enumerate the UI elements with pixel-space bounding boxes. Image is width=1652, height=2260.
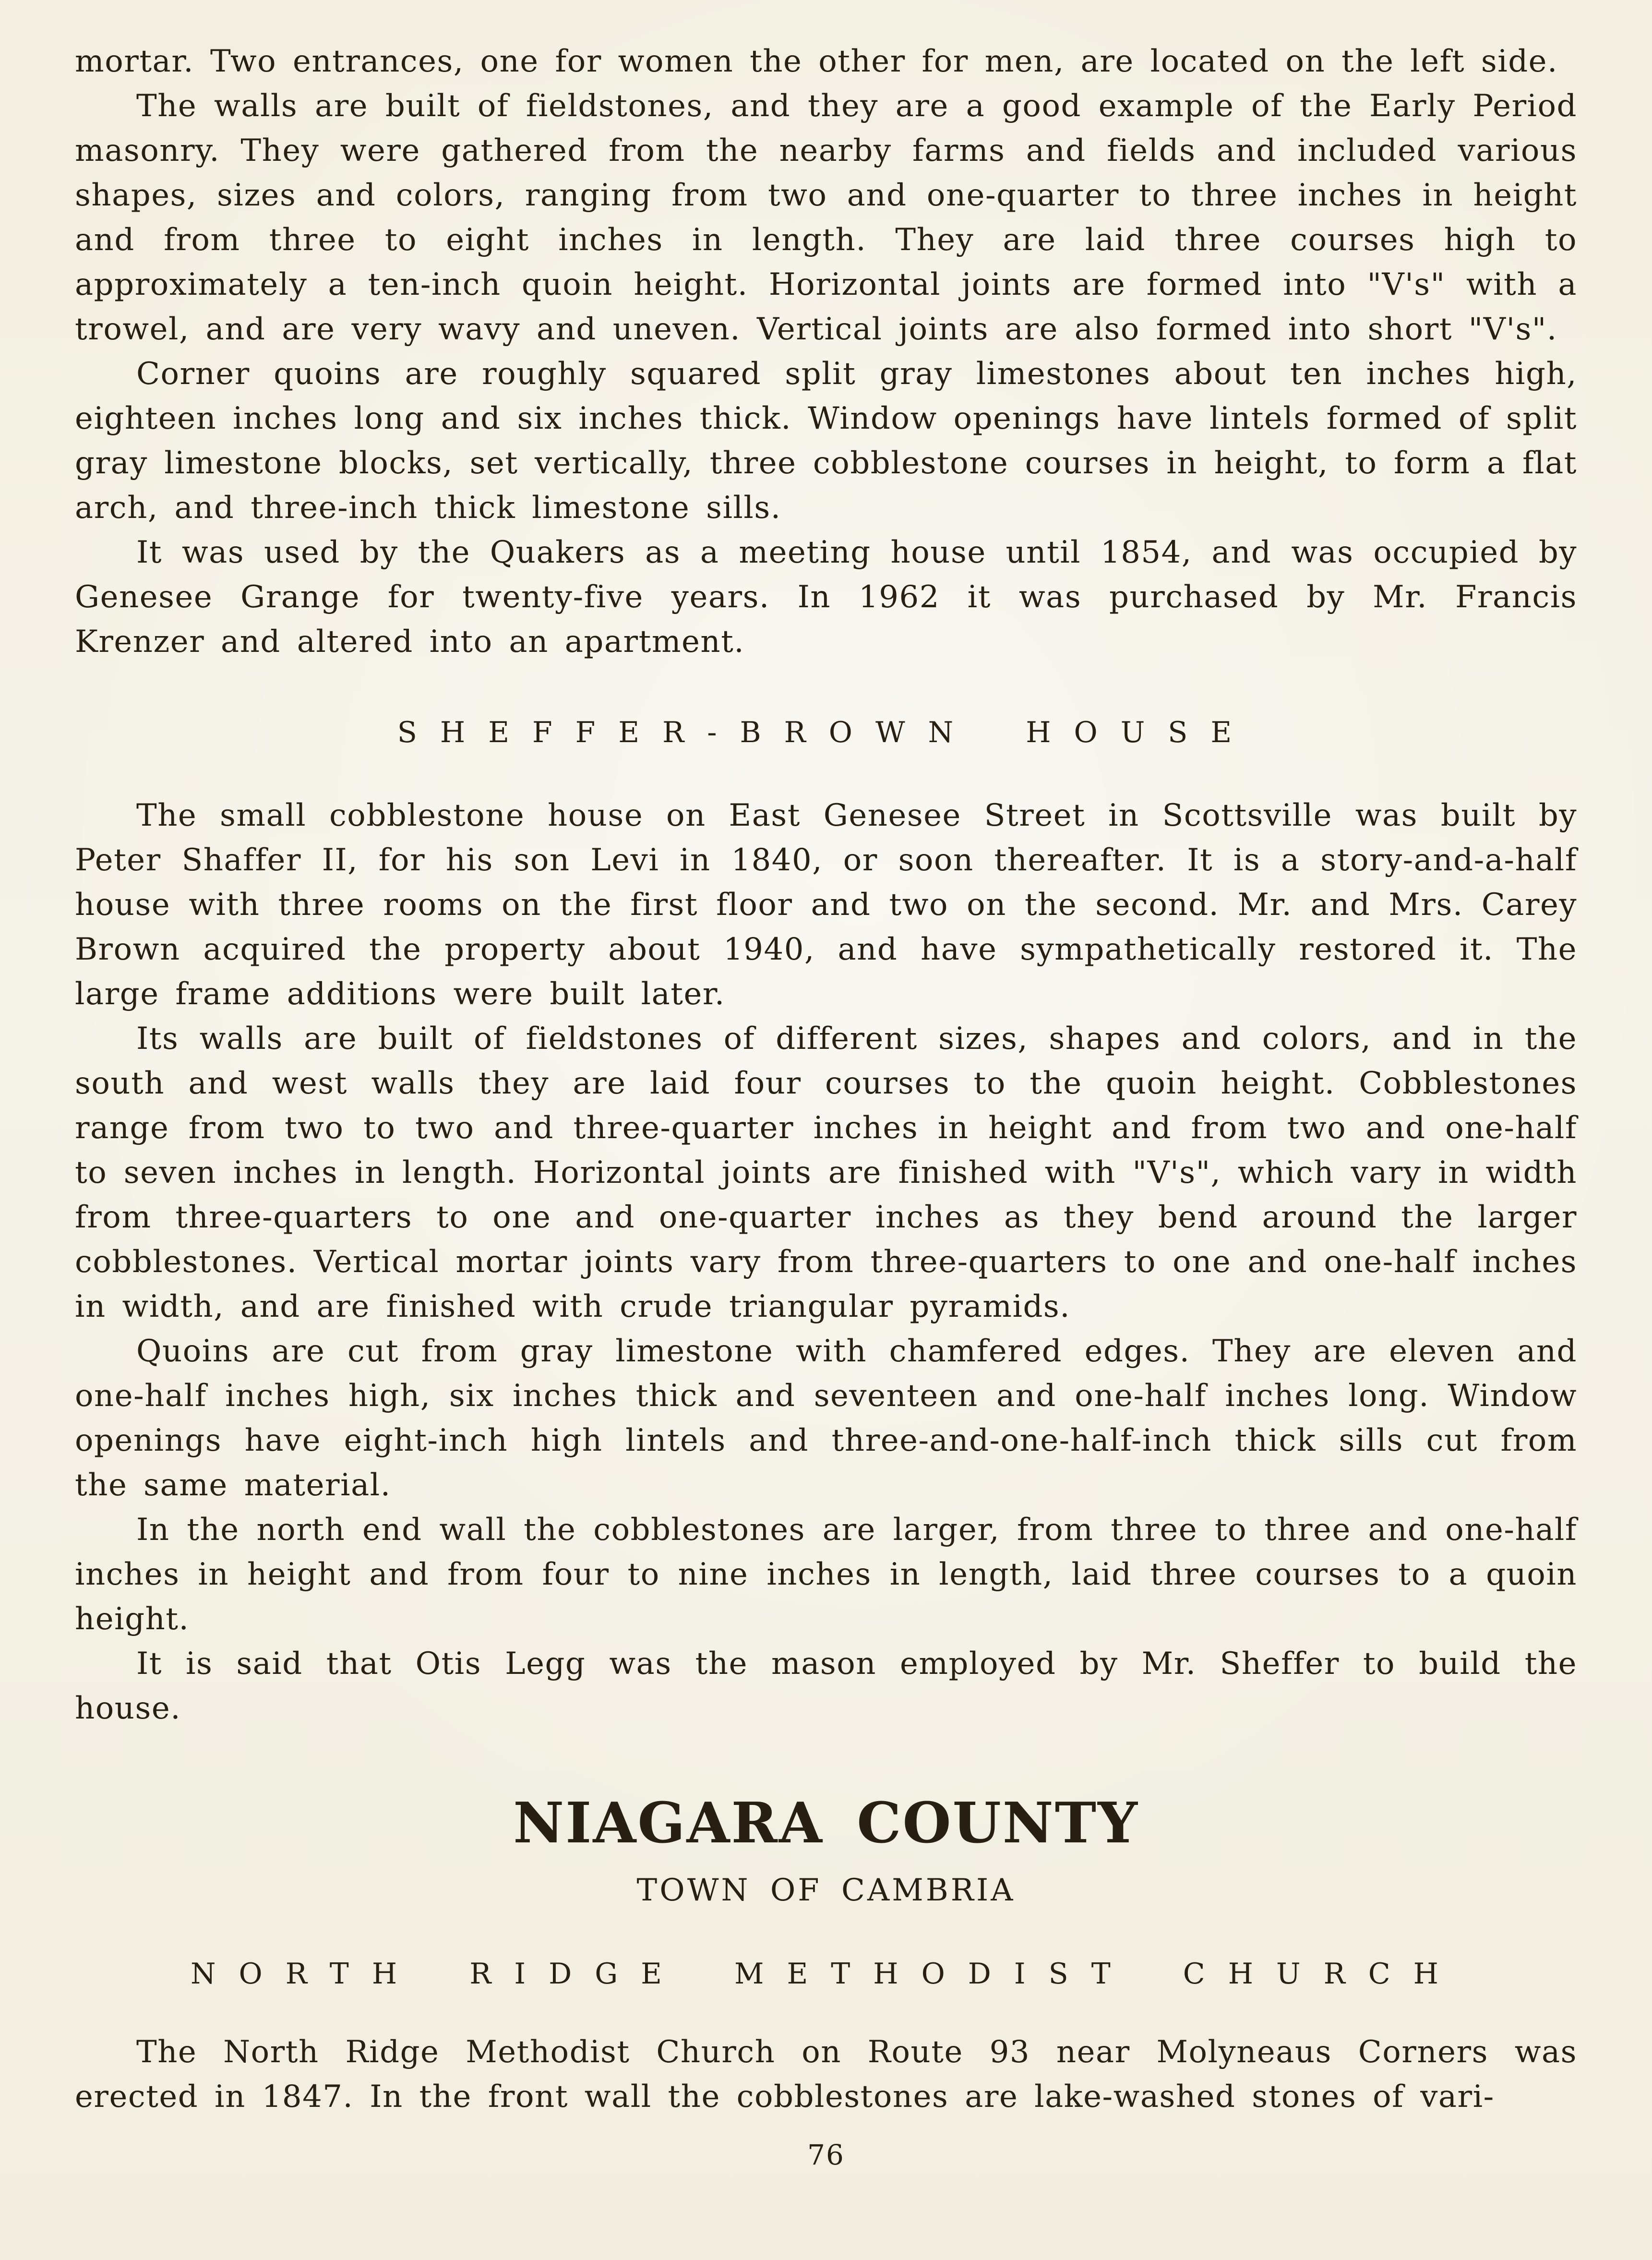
page-number: 76	[807, 2139, 845, 2171]
paragraph-north-ridge-church: The North Ridge Methodist Church on Route 93 near Molyneaus Corners was erected in 1847. In the front wall the cobblestones are lake-washed stones of vari-	[75, 2034, 1577, 2115]
section-heading-north-ridge-methodist-church: NORTH RIDGE METHODIST CHURCH	[191, 1957, 1461, 1991]
paragraph-walls-fieldstones: The walls are built of fieldstones, and they are a good example of the Early Period masonry. They were gathered from the nearby farms and fields and included various shapes, sizes and colors, ranging from two and one-quarter to three inches in height and from three to eight inches in length. They are laid three courses high to approximately a ten-inch quoin height. Horizontal joints are formed into "V's" with a trowel, and are very wavy and uneven. Vertical joints are also formed into short "V's".	[75, 88, 1577, 347]
paragraph-quaker-history: It was used by the Quakers as a meeting house until 1854, and was occupied by Genesee Grange for twenty-five years. In 1962 it was purchased by Mr. Francis Krenzer and altered into an apartment.	[75, 535, 1577, 660]
body-text	[75, 39, 1577, 2119]
paragraph-sheffer-quoins: Quoins are cut from gray limestone with chamfered edges. They are eleven and one-half inches high, six inches thick and seventeen and one-half inches long. Window openings have eight-inch high lintels and three-and-one-half-inch thick sills cut from the same material.	[75, 1334, 1577, 1503]
town-subheading-cambria: TOWN OF CAMBRIA	[636, 1873, 1016, 1908]
paragraph-sheffer-overview: The small cobblestone house on East Genesee Street in Scottsville was built by Peter Shaffer II, for his son Levi in 1840, or soon thereafter. It is a story-and-a-half house with three rooms on the first floor and two on the second. Mr. and Mrs. Carey Brown acquired the property about 1940, and have sympathetically restored it. The large frame additions were built later.	[75, 798, 1577, 1012]
section-heading-sheffer-brown-house: SHEFFER-BROWN HOUSE	[397, 716, 1255, 749]
paragraph-sheffer-mason: It is said that Otis Legg was the mason employed by Mr. Sheffer to build the house.	[75, 1646, 1577, 1726]
paragraph-sheffer-north-wall: In the north end wall the cobblestones are larger, from three to three and one-half inches in height and from four to nine inches in length, laid three courses to a quoin height.	[75, 1512, 1577, 1637]
paragraph-mortar-continuation: mortar. Two entrances, one for women the other for men, are located on the left side.	[75, 44, 1558, 79]
paragraph-corner-quoins: Corner quoins are roughly squared split gray limestones about ten inches high, eighteen inches long and six inches thick. Window openings have lintels formed of split gray limestone blocks, set vertically, three cobblestone courses in height, to form a flat arch, and three-inch thick limestone sills.	[75, 356, 1577, 526]
paragraph-sheffer-walls: Its walls are built of fieldstones of different sizes, shapes and colors, and in the south and west walls they are laid four courses to the quoin height. Cobblestones range from two to two and three-quarter inches in height and from two and one-half to seven inches in length. Horizontal joints are finished with "V's", which vary in width from three-quarters to one and one-quarter inches as they bend around the larger cobblestones. Vertical mortar joints vary from three-quarters to one and one-half inches in width, and are finished with crude triangular pyramids.	[75, 1021, 1577, 1324]
county-heading-niagara: NIAGARA COUNTY	[513, 1791, 1139, 1856]
